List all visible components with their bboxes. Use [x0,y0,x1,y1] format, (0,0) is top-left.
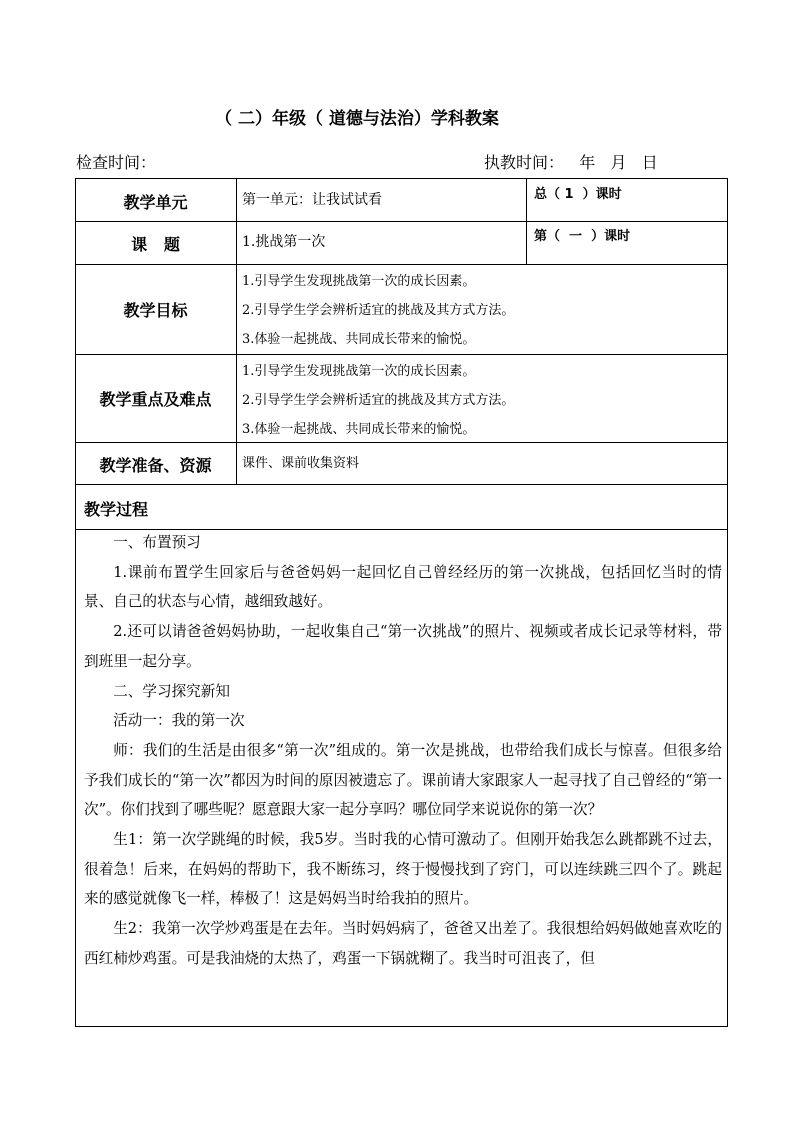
unit-label: 教学单元 [123,193,188,212]
key-point-item: 3.体验一起挑战、共同成长带来的愉悦。 [242,422,476,437]
teach-time-label: 执教时间： 年 月 日 [484,153,658,172]
key-point-item: 1.引导学生发现挑战第一次的成长因素。 [242,364,476,379]
unit-value: 第一单元：让我试试看 [242,192,382,208]
page-title: （ 二）年级（ 道德与法治）学科教案 [215,109,499,129]
goals-label: 教学目标 [123,301,188,320]
process-paragraph: 生2：我第一次学炒鸡蛋是在去年。当时妈妈病了，爸爸又出差了。我很想给妈妈做她喜欢吃的西红柿炒鸡蛋。可是我油烧的太热了，鸡蛋一下锅就糊了。我当时可沮丧了，但 [84,920,722,967]
col-divider [526,178,527,264]
process-paragraph: 2.还可以请爸爸妈妈协助，一起收集自己“第一次挑战”的照片、视频或者成长记录等材料，带到班里一起分享。 [84,623,722,670]
total-hours: 总（ 1 ）课时 [534,187,622,202]
prep-label: 教学准备、资源 [99,456,212,475]
row-divider [75,264,728,265]
goal-item: 1.引导学生发现挑战第一次的成长因素。 [242,274,476,289]
row-divider [75,484,728,485]
row-divider [75,442,728,443]
topic-value: 1.挑战第一次 [242,234,326,250]
key-point-item: 2.引导学生学会辨析适宜的挑战及其方式方法。 [242,393,515,408]
row-divider [75,354,728,355]
process-paragraph: 1.课前布置学生回家后与爸爸妈妈一起回忆自己曾经经历的第一次挑战，包括回忆当时的情景、自己的状态与心情，越细致越好。 [84,563,722,611]
col-divider [236,178,237,484]
hour-index: 第（ 一 ）课时 [534,229,631,244]
process-paragraph: 师：我们的生活是由很多“第一次”组成的。第一次是挑战，也带给我们成长与惊喜。但很多给予我们成长的“第一次”都因为时间的原因被遗忘了。课前请大家跟家人一起寻找了自己曾经的“第一次”。你们找到了哪些呢？愿意跟大家一起分享吗？哪位同学来说说你的第一次？ [84,741,722,819]
row-divider [75,221,728,222]
check-time-label: 检查时间： [76,153,157,172]
process-paragraph: 生1：第一次学跳绳的时候，我5岁。当时我的心情可激动了。但刚开始我怎么跳都跳不过去，很着急！后来，在妈妈的帮助下，我不断练习，终于慢慢找到了窍门，可以连续跳三四个了。跳起来的感觉就像飞一样，棒极了！这是妈妈当时给我拍的照片。 [84,831,722,908]
key-points-label: 教学重点及难点 [99,390,212,409]
process-title: 教学过程 [84,500,149,519]
goal-item: 3.体验一起挑战、共同成长带来的愉悦。 [242,332,476,347]
process-body [84,528,722,974]
prep-value: 课件、课前收集资料 [242,456,360,471]
process-paragraph: 活动一：我的第一次 [113,712,245,730]
goal-item: 2.引导学生学会辨析适宜的挑战及其方式方法。 [242,303,515,318]
topic-label: 课 题 [131,235,180,254]
process-paragraph: 二、学习探究新知 [113,682,230,700]
process-paragraph: 一、布置预习 [113,534,201,551]
